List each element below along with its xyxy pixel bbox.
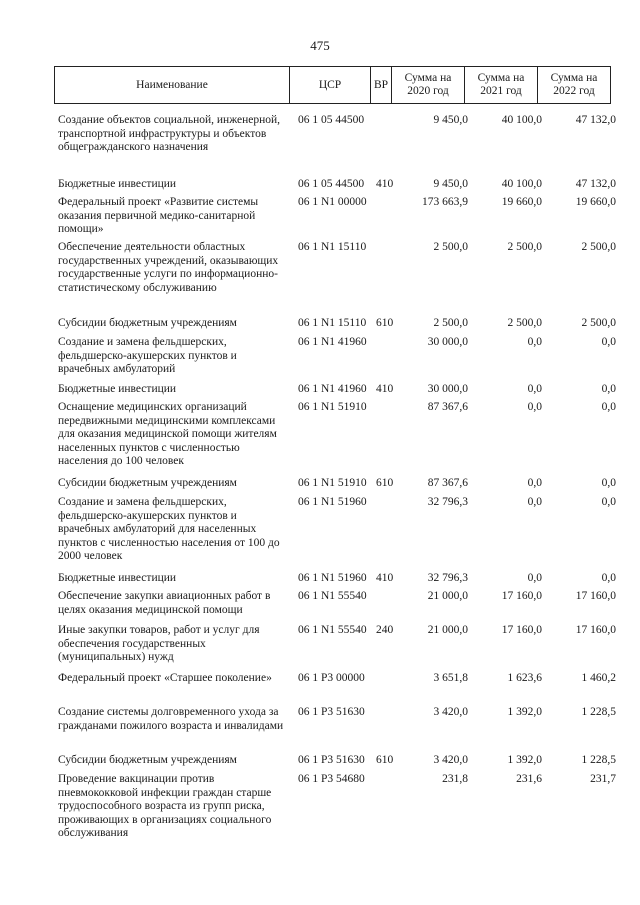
row-sum-2020: 32 796,3 xyxy=(427,572,468,584)
row-name: Создание системы долговременного ухода за гражданами пожилого возраста и инвалидами xyxy=(58,706,284,732)
row-sum-2022: 2 500,0 xyxy=(581,317,616,329)
row-sum-2020: 2 500,0 xyxy=(433,317,468,329)
row-sum-2021: 0,0 xyxy=(527,336,542,348)
row-sum-2022: 0,0 xyxy=(601,401,616,413)
row-csr: 06 1 N1 51910 xyxy=(298,401,367,413)
row-csr: 06 1 N1 41960 xyxy=(298,336,367,348)
header-sum-2021: Сумма на 2021 год xyxy=(465,67,538,104)
row-sum-2022: 47 132,0 xyxy=(575,114,616,126)
table-header xyxy=(54,66,611,104)
row-sum-2020: 30 000,0 xyxy=(427,383,468,395)
row-sum-2020: 21 000,0 xyxy=(427,590,468,602)
row-sum-2021: 0,0 xyxy=(527,401,542,413)
row-sum-2022: 2 500,0 xyxy=(581,241,616,253)
row-vr: 610 xyxy=(376,477,394,489)
row-sum-2021: 0,0 xyxy=(527,496,542,508)
row-sum-2020: 3 420,0 xyxy=(433,706,468,718)
row-name: Проведение вакцинации против пневмококковой инфекции граждан старше трудоспособного возраста из групп риска, проживающих в организациях социального обслуживания xyxy=(58,773,272,840)
row-csr: 06 1 N1 15110 xyxy=(298,241,367,253)
row-sum-2020: 9 450,0 xyxy=(433,114,468,126)
row-sum-2022: 231,7 xyxy=(590,773,616,785)
row-name: Субсидии бюджетным учреждениям xyxy=(58,317,237,329)
row-sum-2021: 0,0 xyxy=(527,477,542,489)
row-csr: 06 1 P3 00000 xyxy=(298,672,365,684)
row-name: Бюджетные инвестиции xyxy=(58,178,177,190)
header-csr: ЦСР xyxy=(290,67,371,104)
row-sum-2020: 87 367,6 xyxy=(427,401,468,413)
row-sum-2020: 87 367,6 xyxy=(427,477,468,489)
row-name: Бюджетные инвестиции xyxy=(58,383,177,395)
row-csr: 06 1 N1 51910 xyxy=(298,477,367,489)
row-sum-2021: 17 160,0 xyxy=(501,590,542,602)
row-sum-2022: 0,0 xyxy=(601,383,616,395)
row-sum-2021: 2 500,0 xyxy=(507,317,542,329)
row-name: Создание объектов социальной, инженерной, транспортной инфраструктуры и объектов общегражданского назначения xyxy=(58,114,281,154)
row-sum-2021: 1 623,6 xyxy=(507,672,542,684)
row-sum-2022: 1 228,5 xyxy=(581,706,616,718)
row-name: Федеральный проект «Старшее поколение» xyxy=(58,672,272,684)
row-csr: 06 1 05 44500 xyxy=(298,114,365,126)
row-name: Создание и замена фельдшерских, фельдшерско-акушерских пунктов и врачебных амбулаторий для населенных пунктов с численностью населения от 100 до 2000 человек xyxy=(58,496,280,563)
row-sum-2021: 1 392,0 xyxy=(507,706,542,718)
row-sum-2021: 40 100,0 xyxy=(501,114,542,126)
row-csr: 06 1 P3 54680 xyxy=(298,773,365,785)
row-sum-2021: 1 392,0 xyxy=(507,754,542,766)
row-sum-2022: 17 160,0 xyxy=(575,624,616,636)
row-sum-2020: 9 450,0 xyxy=(433,178,468,190)
row-sum-2021: 2 500,0 xyxy=(507,241,542,253)
row-sum-2021: 0,0 xyxy=(527,383,542,395)
row-csr: 06 1 N1 51960 xyxy=(298,572,367,584)
row-csr: 06 1 P3 51630 xyxy=(298,754,365,766)
row-vr: 410 xyxy=(376,178,394,190)
row-sum-2021: 0,0 xyxy=(527,572,542,584)
row-csr: 06 1 P3 51630 xyxy=(298,706,365,718)
row-vr: 610 xyxy=(376,317,394,329)
row-sum-2022: 47 132,0 xyxy=(575,178,616,190)
row-name: Обеспечение деятельности областных государственных учреждений, оказывающих государственные услуги по информационно-статистическому обслуживанию xyxy=(58,241,279,294)
row-csr: 06 1 N1 41960 xyxy=(298,383,367,395)
row-sum-2020: 30 000,0 xyxy=(427,336,468,348)
row-name: Оснащение медицинских организаций передвижными медицинскими комплексами для оказания медицинской помощи жителям населенных пунктов с численностью населения до 100 человек xyxy=(58,401,277,468)
row-name: Обеспечение закупки авиационных работ в целях оказания медицинской помощи xyxy=(58,590,271,616)
header-name: Наименование xyxy=(55,67,290,104)
row-sum-2022: 19 660,0 xyxy=(575,196,616,208)
row-vr: 240 xyxy=(376,624,394,636)
row-name: Иные закупки товаров, работ и услуг для обеспечения государственных (муниципальных) нужд xyxy=(58,624,260,664)
row-name: Создание и замена фельдшерских, фельдшерско-акушерских пунктов и врачебных амбулаторий xyxy=(58,336,237,376)
row-csr: 06 1 N1 15110 xyxy=(298,317,367,329)
row-sum-2020: 3 420,0 xyxy=(433,754,468,766)
row-sum-2021: 40 100,0 xyxy=(501,178,542,190)
row-sum-2021: 17 160,0 xyxy=(501,624,542,636)
header-sum-2022: Сумма на 2022 год xyxy=(538,67,611,104)
row-csr: 06 1 N1 51960 xyxy=(298,496,367,508)
row-name: Субсидии бюджетным учреждениям xyxy=(58,477,237,489)
row-name: Федеральный проект «Развитие системы оказания первичной медико-санитарной помощи» xyxy=(58,196,259,236)
row-csr: 06 1 N1 55540 xyxy=(298,590,367,602)
row-name: Субсидии бюджетным учреждениям xyxy=(58,754,237,766)
row-sum-2022: 1 460,2 xyxy=(581,672,616,684)
row-name: Бюджетные инвестиции xyxy=(58,572,177,584)
row-sum-2022: 17 160,0 xyxy=(575,590,616,602)
row-sum-2020: 3 651,8 xyxy=(433,672,468,684)
row-csr: 06 1 N1 00000 xyxy=(298,196,367,208)
row-sum-2022: 1 228,5 xyxy=(581,754,616,766)
row-sum-2020: 231,8 xyxy=(442,773,468,785)
row-sum-2022: 0,0 xyxy=(601,336,616,348)
row-sum-2020: 2 500,0 xyxy=(433,241,468,253)
row-sum-2021: 231,6 xyxy=(516,773,542,785)
row-csr: 06 1 05 44500 xyxy=(298,178,365,190)
header-vr: ВР xyxy=(371,67,392,104)
row-vr: 410 xyxy=(376,572,394,584)
row-csr: 06 1 N1 55540 xyxy=(298,624,367,636)
row-sum-2022: 0,0 xyxy=(601,477,616,489)
row-sum-2020: 21 000,0 xyxy=(427,624,468,636)
row-sum-2020: 173 663,9 xyxy=(422,196,468,208)
header-sum-2020: Сумма на 2020 год xyxy=(392,67,465,104)
row-sum-2022: 0,0 xyxy=(601,572,616,584)
row-sum-2021: 19 660,0 xyxy=(501,196,542,208)
row-vr: 410 xyxy=(376,383,394,395)
row-sum-2022: 0,0 xyxy=(601,496,616,508)
row-vr: 610 xyxy=(376,754,394,766)
page-number: 475 xyxy=(310,38,330,53)
row-sum-2020: 32 796,3 xyxy=(427,496,468,508)
